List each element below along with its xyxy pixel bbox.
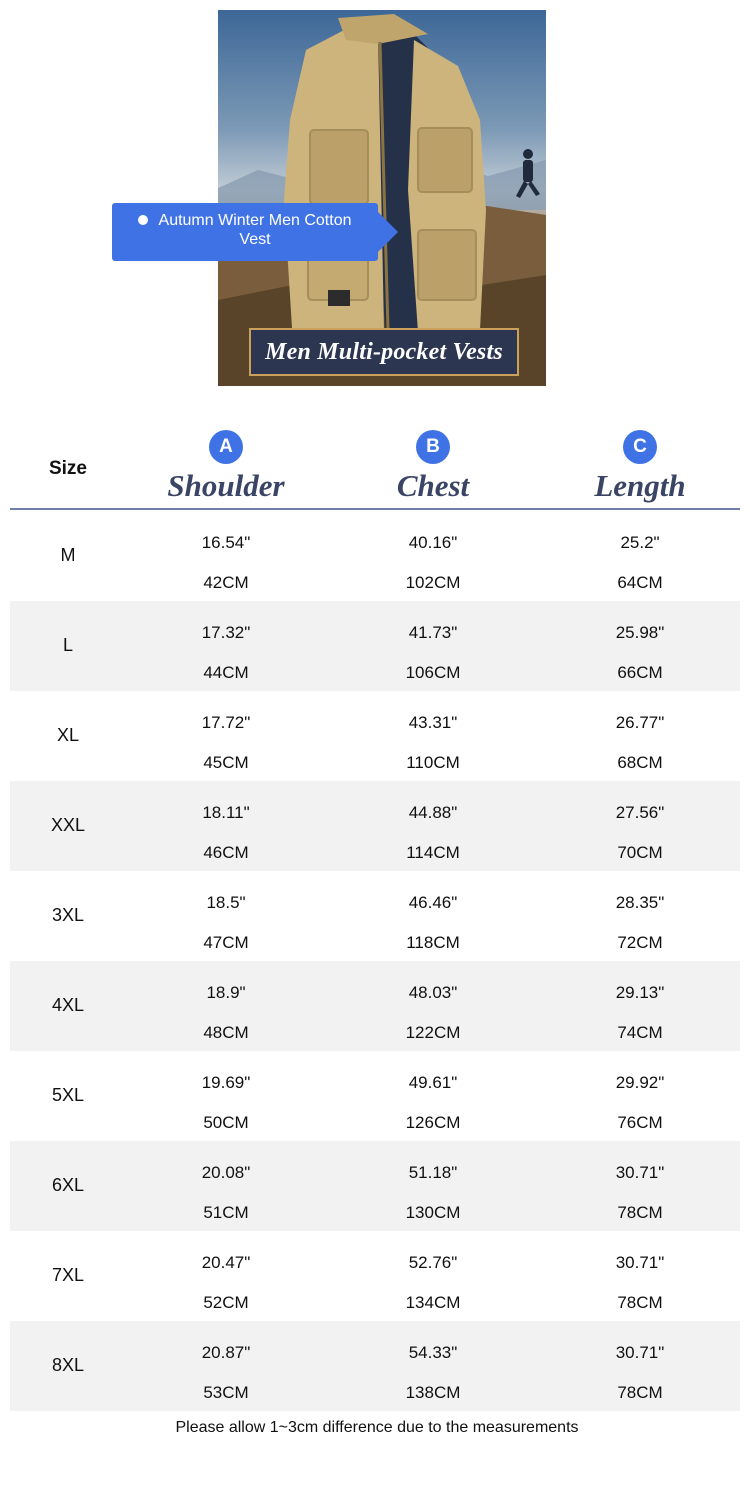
length-inch-cell: 26.77" [615, 713, 665, 732]
shoulder-inch-cell: 20.87" [201, 1343, 251, 1362]
size-chart-header [10, 420, 740, 510]
length-cm-cell: 68CM [617, 753, 663, 772]
product-banner: Men Multi-pocket Vests [249, 328, 519, 376]
length-inch-cell: 30.71" [615, 1343, 665, 1362]
length-cm-cell: 76CM [617, 1113, 663, 1132]
size-chart-rows [10, 511, 740, 1411]
chest-inch-cell: 54.33" [408, 1343, 458, 1362]
shoulder-column-header [126, 420, 326, 504]
shoulder-inch-cell: 20.47" [201, 1253, 251, 1272]
size-cell: L [62, 635, 73, 655]
size-cell: 8XL [51, 1355, 85, 1375]
table-row [10, 1231, 740, 1321]
shoulder-inch-cell: 17.32" [201, 623, 251, 642]
size-cell: XXL [50, 815, 86, 835]
shoulder-cm-cell: 53CM [203, 1383, 249, 1402]
table-row [10, 871, 740, 961]
length-column-header [540, 420, 740, 504]
badge-c-icon: C [623, 430, 657, 464]
table-row [10, 1321, 740, 1411]
chest-cm-cell: 122CM [405, 1023, 461, 1042]
chest-cm-cell: 134CM [405, 1293, 461, 1312]
shoulder-cm-cell: 50CM [203, 1113, 249, 1132]
size-cell: 3XL [51, 905, 85, 925]
size-cell: 5XL [51, 1085, 85, 1105]
table-row [10, 961, 740, 1051]
product-hotspot-tooltip[interactable] [112, 203, 378, 261]
badge-b-icon: B [416, 430, 450, 464]
shoulder-cm-cell: 42CM [203, 573, 249, 592]
length-title: Length [594, 468, 686, 503]
shoulder-cm-cell: 52CM [203, 1293, 249, 1312]
hotspot-label: Autumn Winter Men Cotton Vest [158, 212, 352, 248]
length-cm-cell: 70CM [617, 843, 663, 862]
length-cm-cell: 66CM [617, 663, 663, 682]
chest-cm-cell: 118CM [406, 933, 460, 952]
length-inch-cell: 25.98" [615, 623, 665, 642]
length-cm-cell: 78CM [617, 1203, 663, 1222]
chest-cm-cell: 106CM [405, 663, 461, 682]
chest-inch-cell: 46.46" [408, 893, 458, 912]
measurement-footnote: Please allow 1~3cm difference due to the measurements [175, 1419, 579, 1436]
chest-cm-cell: 110CM [406, 753, 460, 772]
shoulder-cm-cell: 44CM [203, 663, 249, 682]
chest-inch-cell: 44.88" [408, 803, 458, 822]
length-cm-cell: 78CM [617, 1383, 663, 1402]
size-column-header: Size [48, 458, 88, 479]
table-row [10, 1141, 740, 1231]
size-cell: 4XL [51, 995, 85, 1015]
chest-inch-cell: 52.76" [408, 1253, 458, 1272]
length-cm-cell: 72CM [617, 933, 663, 952]
chest-inch-cell: 48.03" [408, 983, 458, 1002]
shoulder-inch-cell: 18.5" [206, 893, 246, 912]
shoulder-cm-cell: 46CM [203, 843, 249, 862]
length-cm-cell: 64CM [617, 573, 663, 592]
shoulder-inch-cell: 18.9" [206, 983, 246, 1002]
shoulder-inch-cell: 17.72" [201, 713, 251, 732]
shoulder-inch-cell: 18.11" [202, 803, 250, 822]
shoulder-cm-cell: 47CM [203, 933, 249, 952]
table-row [10, 1051, 740, 1141]
shoulder-inch-cell: 19.69" [201, 1073, 251, 1092]
shoulder-inch-cell: 16.54" [201, 533, 251, 552]
table-row [10, 691, 740, 781]
size-cell: XL [56, 725, 80, 745]
length-inch-cell: 29.13" [615, 983, 665, 1002]
table-row [10, 511, 740, 601]
length-inch-cell: 30.71" [615, 1253, 665, 1272]
table-row [10, 601, 740, 691]
chest-cm-cell: 102CM [405, 573, 461, 592]
shoulder-title: Shoulder [167, 468, 285, 503]
chest-inch-cell: 51.18" [408, 1163, 458, 1182]
length-cm-cell: 74CM [617, 1023, 663, 1042]
length-inch-cell: 27.56" [615, 803, 665, 822]
badge-a-icon: A [209, 430, 243, 464]
length-inch-cell: 29.92" [615, 1073, 665, 1092]
hotspot-dot-icon [138, 215, 148, 225]
chest-inch-cell: 43.31" [408, 713, 458, 732]
chest-inch-cell: 40.16" [408, 533, 458, 552]
size-cell: 6XL [51, 1175, 85, 1195]
chest-inch-cell: 41.73" [408, 623, 458, 642]
size-cell: M [60, 545, 76, 565]
table-row [10, 781, 740, 871]
product-image[interactable] [218, 10, 546, 386]
chest-column-header [333, 420, 533, 504]
shoulder-cm-cell: 48CM [203, 1023, 249, 1042]
length-inch-cell: 28.35" [615, 893, 665, 912]
chest-inch-cell: 49.61" [408, 1073, 458, 1092]
shoulder-inch-cell: 20.08" [201, 1163, 251, 1182]
chest-title: Chest [396, 468, 470, 503]
chest-cm-cell: 138CM [405, 1383, 461, 1402]
chest-cm-cell: 126CM [405, 1113, 461, 1132]
length-inch-cell: 30.71" [615, 1163, 665, 1182]
shoulder-cm-cell: 45CM [203, 753, 249, 772]
chest-cm-cell: 114CM [406, 843, 460, 862]
chest-cm-cell: 130CM [405, 1203, 461, 1222]
length-inch-cell: 25.2" [620, 533, 660, 552]
size-cell: 7XL [51, 1265, 85, 1285]
length-cm-cell: 78CM [617, 1293, 663, 1312]
shoulder-cm-cell: 51CM [203, 1203, 249, 1222]
